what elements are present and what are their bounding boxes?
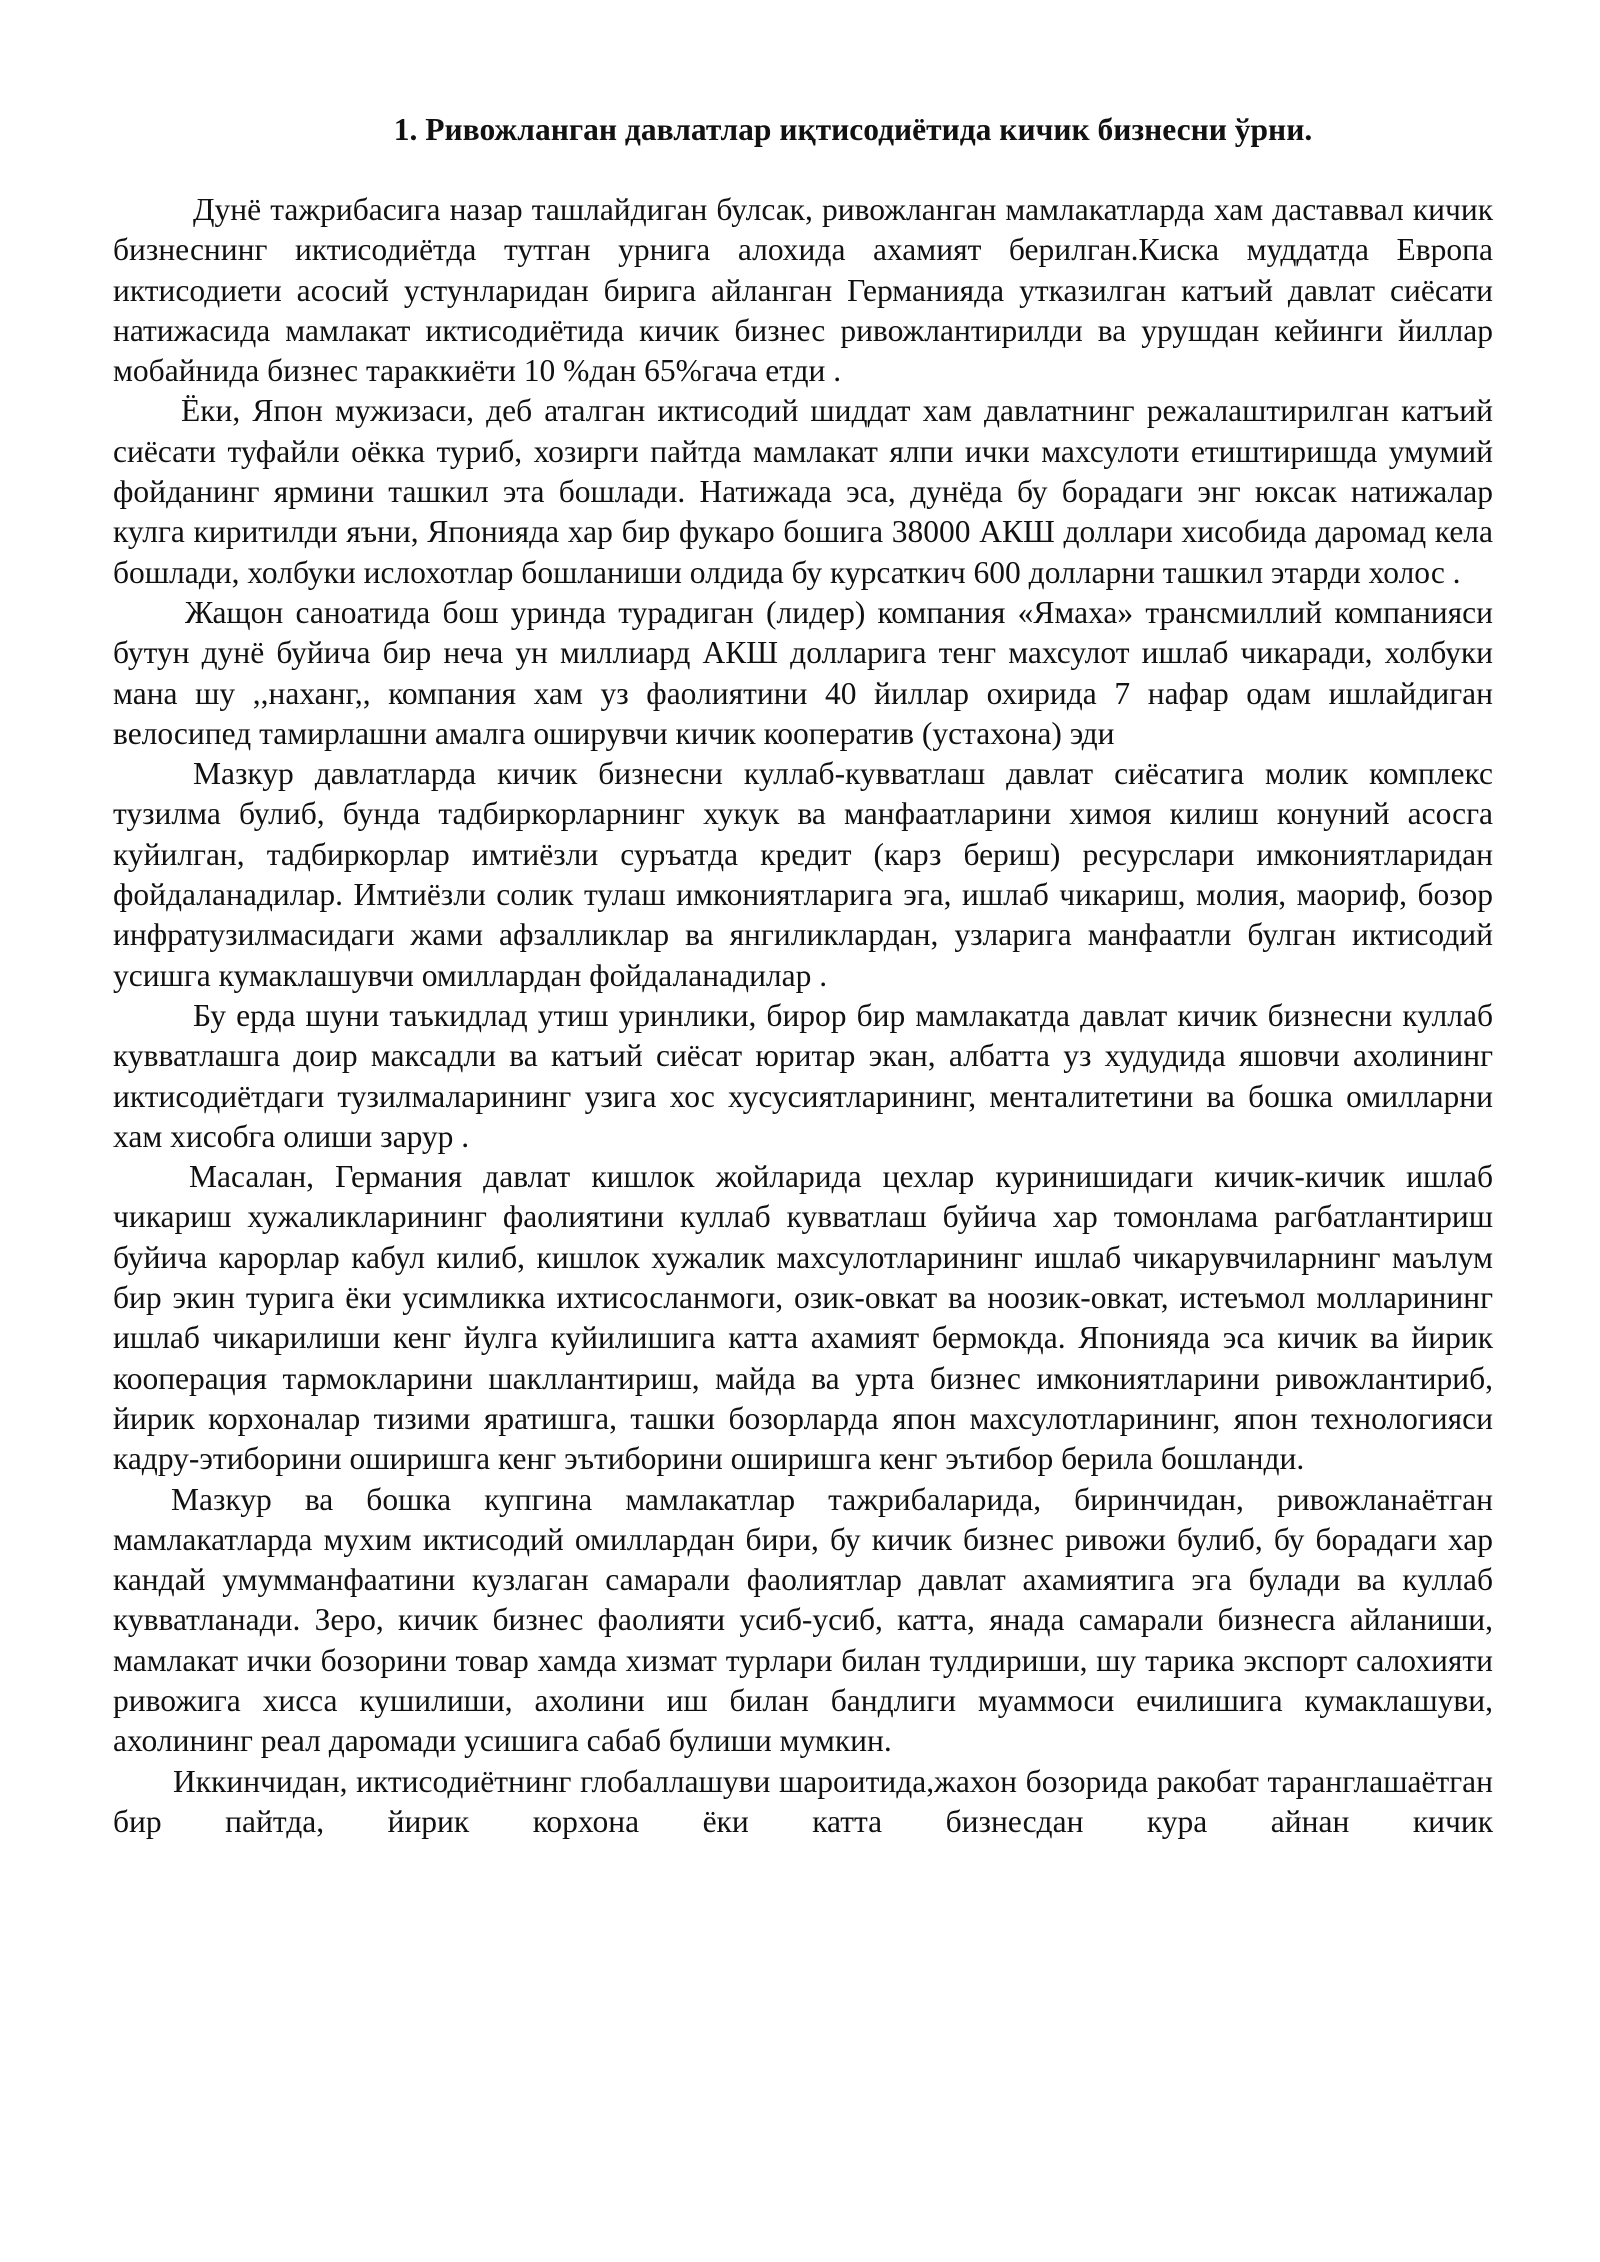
paragraph-3: Жащон саноатида бош уринда турадиган (лидер) компания «Ямаха» трансмиллий компанияси бутун дунё буйича бир неча ун миллиард АКШ долларига тенг махсулот ишлаб чикаради, холбуки мана шу ,,наханг,, компания хам уз фаолиятини 40 йиллар охирида 7 нафар одам ишлайдиган велосипед тамирлашни амалга оширувчи кичик кооператив (устахона) эди [113,594,1493,751]
paragraph-1: Дунё тажрибасига назар ташлайдиган булсак, ривожланган мамлакатларда хам даставвал кичик бизнеснинг иктисодиётда тутган урнига алохида ахамият берилган.Киска муддатда Европа иктисодиети асосий устунларидан бирига айланган Германияда утказилган катъий давлат сиёсати натижасида мамлакат иктисодиётида кичик бизнес ривожлантирилди ва урушдан кейинги йиллар мобайнида бизнес тараккиёти 10 %дан 65%гача етди . [113,192,1493,389]
paragraph-8: Иккинчидан, иктисодиётнинг глобаллашуви шароитида,жахон бозорида ракобат таранглашаётган бир пайтда, йирик корхона ёки катта бизнесдан кура айнан кичик [113,1763,1493,1839]
document-body [113,190,1493,1842]
document-page [113,110,1493,1842]
paragraph-5: Бу ерда шуни таъкидлад утиш уринлики, бирор бир мамлакатда давлат кичик бизнесни куллаб кувватлашга доир максадли ва катъий сиёсат юритар экан, албатта уз худудида яшовчи ахолининг иктисодиётдаги тузилмаларининг узига хос хусусиятларининг, менталитетини ва бошка омилларни хам хисобга олиши зарур . [113,997,1493,1154]
paragraph-6: Масалан, Германия давлат кишлок жойларида цехлар куринишидаги кичик-кичик ишлаб чикариш хужаликларининг фаолиятини куллаб кувватлаш буйича хар томонлама рагбатлантириш буйича карорлар кабул килиб, кишлок хужалик махсулотларининг ишлаб чикарувчиларнинг маълум бир экин турига ёки усимликка ихтисосланмоги, озик-овкат ва ноозик-овкат, истеъмол молларининг ишлаб чикарилиши кенг йулга куйилишига катта ахамият бермокда. Японияда эса кичик ва йирик кооперация тармокларини шакллантириш, майда ва урта бизнес имкониятларини ривожлантириб, йирик корхоналар тизими яратишга, ташки бозорларда япон махсулотларининг, япон технологияси кадру-этиборини оширишга кенг эътиборини оширишга кенг эътибор берила бошланди. [113,1159,1493,1477]
document-title: 1. Ривожланган давлатлар иқтисодиётида кичик бизнесни ўрни. [393,112,1313,147]
paragraph-7: Мазкур ва бошка купгина мамлакатлар тажрибаларида, биринчидан, ривожланаётган мамлакатларда мухим иктисодий омиллардан бири, бу кичик бизнес ривожи булиб, бу борадаги хар кандай умумманфаатини кузлаган самарали фаолиятлар давлат ахамиятига эга булади ва куллаб кувватланади. Зеро, кичик бизнес фаолияти усиб-усиб, катта, янада самарали бизнесга айланиши, мамлакат ички бозорини товар хамда хизмат турлари билан тулдириши, шу тарика экспорт салохияти ривожига хисса кушилиши, ахолини иш билан бандлиги муаммоси ечилишига кумаклашуви, ахолининг реал даромади усишига сабаб булиши мумкин. [113,1481,1493,1759]
paragraph-4: Мазкур давлатларда кичик бизнесни куллаб-кувватлаш давлат сиёсатига молик комплекс тузилма булиб, бунда тадбиркорларнинг хукук ва манфаатларини химоя килиш конуний асосга куйилган, тадбиркорлар имтиёзли суръатда кредит (карз бериш) ресурслари имкониятларидан фойдаланадилар. Имтиёзли солик тулаш имкониятларига эга, ишлаб чикариш, молия, маориф, бозор инфратузилмасидаги жами афзалликлар ва янгиликлардан, узларига манфаатли булган иктисодий усишга кумаклашувчи омиллардан фойдаланадилар . [113,756,1493,993]
paragraph-2: Ёки, Япон мужизаси, деб аталган иктисодий шиддат хам давлатнинг режалаштирилган катъий сиёсати туфайли оёкка туриб, хозирги пайтда мамлакат ялпи ички махсулоти етиштиришда умумий фойданинг ярмини ташкил эта бошлади. Натижада эса, дунёда бу борадаги энг юксак натижалар кулга киритилди яъни, Японияда хар бир фукаро бошига 38000 АКШ доллари хисобида даромад кела бошлади, холбуки ислохотлар бошланиши олдида бу курсаткич 600 долларни ташкил этарди холос . [113,393,1493,590]
